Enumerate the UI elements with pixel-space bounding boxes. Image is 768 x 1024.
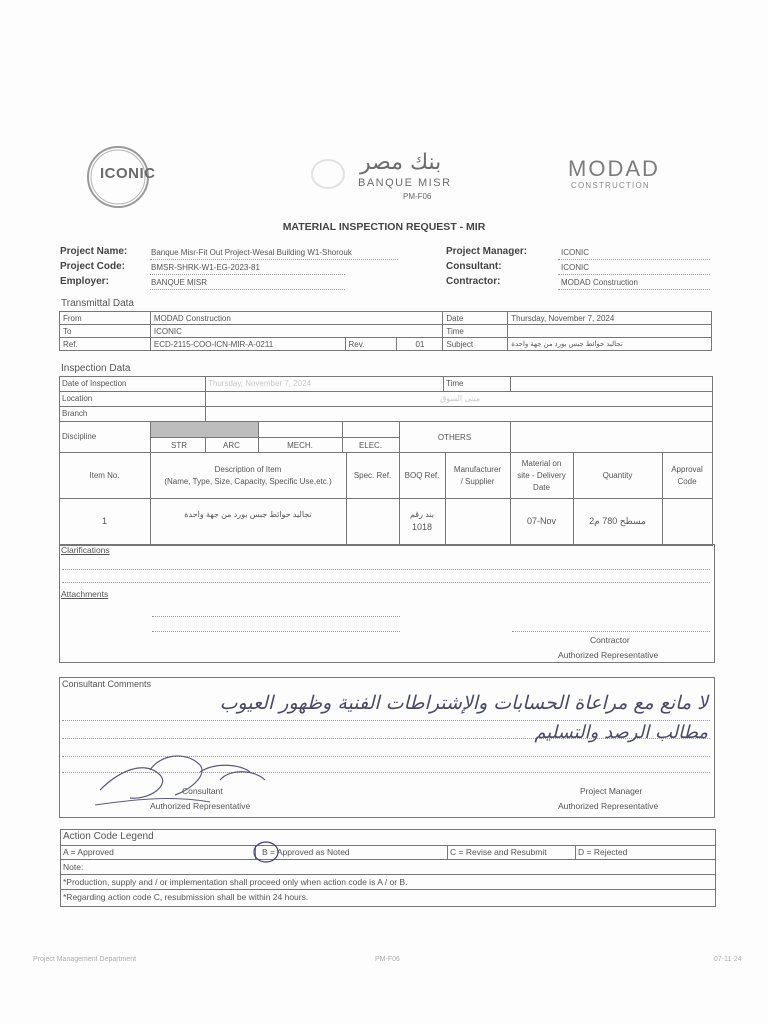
banque-misr-arabic: بنك مصر	[360, 150, 442, 175]
discipline-label: Discipline	[62, 432, 97, 441]
ref-value: ECD-2115-COO-ICN-MIR-A-0211	[150, 338, 345, 351]
consultant-value: ICONIC	[561, 263, 589, 272]
legend-heading: Action Code Legend	[63, 831, 154, 842]
str-arc-shaded-box	[150, 422, 258, 437]
banque-misr-emblem-icon	[308, 156, 348, 192]
employer-value: BANQUE MISR	[151, 278, 208, 287]
consultant-authorized-rep: Authorized Representative	[150, 801, 251, 811]
material-header-line1: Material on	[521, 459, 562, 468]
employer-label: Employer:	[60, 276, 109, 287]
legend-code-d: D = Rejected	[578, 847, 628, 857]
modad-logo-text: MODAD	[568, 156, 660, 181]
legend-note-1: *Production, supply and / or implementation shall proceed only when action code is A / or B.	[63, 877, 408, 887]
project-name-label: Project Name:	[60, 246, 128, 257]
description-header-line1: Description of Item	[214, 465, 282, 474]
item-row-quantity: مسطح 780 م2	[589, 516, 646, 526]
project-manager-role: Project Manager	[580, 786, 643, 796]
project-manager-underline	[558, 259, 710, 260]
contractor-authorized-rep: Authorized Representative	[558, 650, 659, 660]
contractor-value: MODAD Construction	[561, 278, 638, 287]
consultant-label: Consultant:	[446, 261, 502, 272]
discipline-mech: MECH.	[287, 441, 313, 450]
footer-date: 07-11-24	[714, 956, 742, 963]
project-code-value: BMSR-SHRK-W1-EG-2023-81	[151, 263, 260, 272]
consultant-underline	[558, 274, 710, 275]
approval-code-header-line1: Approval	[671, 465, 703, 474]
consultant-role: Consultant	[182, 786, 223, 796]
project-manager-label: Project Manager:	[446, 246, 528, 257]
legend-code-b: B = Approved as Noted	[262, 847, 350, 857]
discipline-others: OTHERS	[437, 433, 472, 442]
employer-underline	[150, 289, 345, 290]
legend-note-2: *Regarding action code C, resubmission shall be within 24 hours.	[63, 892, 309, 902]
item-row-delivery: 07-Nov	[526, 516, 556, 526]
date-value: Thursday, November 7, 2024	[508, 312, 712, 325]
clarifications-box	[59, 544, 715, 663]
from-value: MODAD Construction	[150, 312, 443, 325]
material-header-line2: site - Delivery	[517, 471, 566, 480]
material-header-line3: Date	[533, 483, 550, 492]
contractor-role: Contractor	[590, 635, 630, 645]
project-code-underline	[150, 274, 345, 275]
time-label: Time	[443, 325, 508, 338]
subject-value: تجاليد حوائط جبس بورد من جهة واحدة	[508, 338, 712, 351]
consultant-comments-heading: Consultant Comments	[62, 679, 152, 689]
banque-misr-logo	[300, 150, 480, 206]
manufacturer-header-line1: Manufacturer	[453, 465, 502, 474]
boq-ref-header: BOQ Ref.	[404, 471, 440, 480]
transmittal-table	[59, 311, 712, 351]
from-label: From	[60, 312, 151, 325]
clarifications-label: Clarifications	[61, 545, 110, 555]
modad-logo	[568, 156, 698, 196]
manufacturer-header-line2: / Supplier	[460, 477, 495, 486]
modad-logo-subtext: CONSTRUCTION	[571, 181, 650, 190]
project-manager-authorized-rep: Authorized Representative	[558, 801, 659, 811]
consultant-handwriting-line2: مطالب الرصد والتسليم	[534, 722, 708, 743]
project-code-label: Project Code:	[60, 261, 126, 272]
location-value: مبنى السوق	[440, 394, 481, 403]
ref-label: Ref.	[60, 338, 151, 351]
banque-misr-latin: BANQUE MISR	[358, 177, 452, 189]
transmittal-heading: Transmittal Data	[61, 298, 134, 309]
rev-label: Rev.	[345, 338, 397, 351]
inspection-heading: Inspection Data	[61, 363, 131, 374]
legend-code-a: A = Approved	[63, 847, 114, 857]
attachments-label: Attachments	[61, 589, 109, 599]
page-title: MATERIAL INSPECTION REQUEST - MIR	[282, 221, 486, 233]
contractor-label: Contractor:	[446, 276, 501, 287]
approval-code-header-line2: Code	[677, 477, 697, 486]
rev-value: 01	[397, 338, 443, 351]
item-no-header: Item No.	[89, 471, 120, 480]
discipline-elec: ELEC.	[358, 441, 383, 450]
inspection-date-label: Date of Inspection	[62, 379, 127, 388]
form-code: PM-F06	[403, 192, 432, 201]
consultant-handwriting-line1: لا مانع مع مراعاة الحسابات والإشتراطات الفنية وظهور العيوب	[219, 692, 708, 714]
discipline-str: STR	[171, 441, 187, 450]
item-row-no: 1	[101, 516, 107, 526]
project-name-value: Banque Misr-Fit Out Project-Wesal Building W1-Shorouk	[151, 248, 352, 257]
spec-ref-header: Spec. Ref.	[353, 471, 392, 480]
contractor-underline	[558, 289, 710, 290]
legend-code-c: C = Revise and Resubmit	[450, 847, 547, 857]
location-label: Location	[62, 394, 93, 403]
inspection-time-label: Time	[446, 379, 464, 388]
time-value	[508, 325, 712, 338]
footer-code: PM-F06	[375, 956, 400, 963]
footer-department: Project Management Department	[33, 956, 137, 963]
iconic-logo-text: ICONIC	[100, 165, 156, 182]
subject-label: Subject	[443, 338, 508, 351]
legend-note-label: Note:	[63, 862, 84, 872]
to-label: To	[60, 325, 151, 338]
inspection-date-value: Thursday, November 7, 2024	[208, 379, 312, 388]
b-code-circled-icon	[252, 839, 282, 865]
quantity-header: Quantity	[602, 471, 633, 480]
branch-label: Branch	[62, 409, 88, 418]
iconic-logo	[86, 145, 156, 209]
project-manager-value: ICONIC	[561, 248, 589, 257]
description-header-line2: (Name, Type, Size, Capacity, Specific Use,etc.)	[164, 477, 332, 486]
discipline-arc: ARC	[223, 441, 240, 450]
item-row-boq-line1: بند رقم	[409, 510, 435, 519]
project-name-underline	[150, 259, 398, 260]
item-row-boq-line2: 1018	[411, 522, 433, 532]
to-value: ICONIC	[150, 325, 443, 338]
item-row-description: تجاليد حوائط جبس بورد من جهة واحدة	[184, 510, 312, 519]
date-label: Date	[443, 312, 508, 325]
